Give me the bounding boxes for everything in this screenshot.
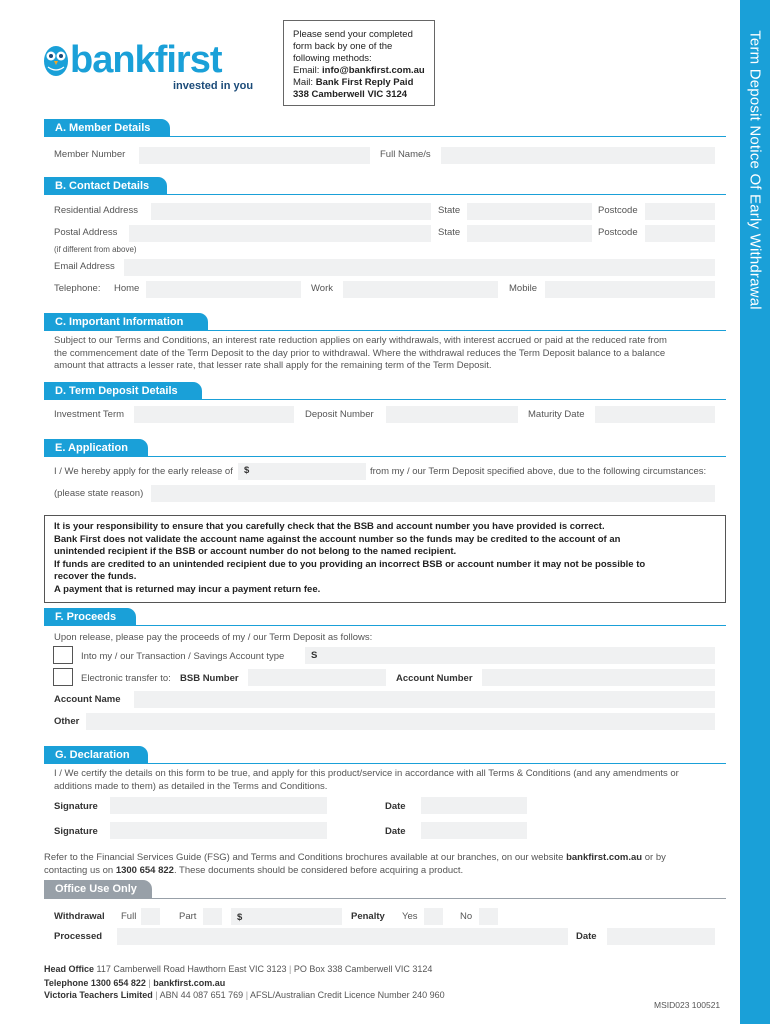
important-info-text xyxy=(54,335,724,373)
electronic-transfer-checkbox[interactable] xyxy=(53,668,73,686)
info-line: the commencement date of the Term Deposit to the day prior to withdrawal. Where the withdrawal reduces the Term Deposit balance to a balance xyxy=(54,347,666,359)
po-box: PO Box 338 Camberwell VIC 3124 xyxy=(293,964,433,974)
maturity-date-field[interactable] xyxy=(595,406,715,423)
email-address-label: Email Address xyxy=(54,261,115,272)
fsg-text: contacting us on xyxy=(44,864,116,876)
footer-contact xyxy=(44,977,225,989)
full-names-field[interactable] xyxy=(441,147,715,164)
penalty-label: Penalty xyxy=(351,911,385,922)
state-label: State xyxy=(438,205,461,216)
bsb-number-field[interactable] xyxy=(248,669,386,686)
footer-legal xyxy=(44,989,445,1001)
withdrawal-amount-field[interactable] xyxy=(231,908,342,925)
savings-account-label: Into my / our Transaction / Savings Account type xyxy=(81,651,285,662)
section-f-rule xyxy=(44,625,726,626)
info-line: amount that attracts a lesser rate, that lesser rate shall apply for the remaining term of the Term Deposit. xyxy=(54,360,492,371)
signature-field-2[interactable] xyxy=(110,822,327,839)
mail-label: Mail: xyxy=(293,77,314,88)
from-deposit-text: from my / our Term Deposit specified above, due to the following circumstances: xyxy=(370,466,707,477)
website-link[interactable]: bankfirst.com.au xyxy=(566,852,643,863)
mobile-phone-label: Mobile xyxy=(509,283,537,294)
warning-line: recover the funds. xyxy=(54,571,137,583)
owl-logo-icon xyxy=(43,43,69,77)
part-label: Part xyxy=(179,911,197,922)
home-phone-field[interactable] xyxy=(146,281,301,298)
date-label: Date xyxy=(385,801,406,812)
abn: ABN 44 087 651 769 xyxy=(159,990,244,1000)
savings-account-checkbox[interactable] xyxy=(53,646,73,664)
section-b-header: B. Contact Details xyxy=(44,177,167,195)
section-a-header: A. Member Details xyxy=(44,119,170,137)
work-phone-field[interactable] xyxy=(343,281,498,298)
date-label: Date xyxy=(385,826,406,837)
head-office-label: Head Office xyxy=(44,964,95,974)
email-address-link[interactable]: info@bankfirst.com.au xyxy=(322,65,425,76)
mail-address-line2: 338 Camberwell VIC 3124 xyxy=(293,89,408,100)
warning-line: If funds are credited to an unintended recipient due to you providing an incorrect BSB or account number it may not be possible to xyxy=(54,558,646,570)
email-address-field[interactable] xyxy=(124,259,715,276)
state-label: State xyxy=(438,227,461,238)
penalty-no-field[interactable] xyxy=(479,908,498,925)
declaration-text xyxy=(54,768,724,793)
account-name-field[interactable] xyxy=(134,691,715,708)
withdrawal-label: Withdrawal xyxy=(54,911,105,922)
office-use-rule xyxy=(44,898,726,899)
logo-tagline: invested in you xyxy=(173,80,254,92)
member-number-label: Member Number xyxy=(54,149,126,160)
home-phone-label: Home xyxy=(114,283,140,294)
send-line: following methods: xyxy=(293,53,372,64)
section-e-header: E. Application xyxy=(44,439,148,457)
postal-postcode-field[interactable] xyxy=(645,225,715,242)
form-code: MSID023 100521 xyxy=(654,1000,721,1010)
other-label: Other xyxy=(54,716,80,727)
member-number-field[interactable] xyxy=(139,147,370,164)
company-name: Victoria Teachers Limited xyxy=(44,990,153,1000)
deposit-number-field[interactable] xyxy=(386,406,518,423)
signature-field-1[interactable] xyxy=(110,797,327,814)
office-date-field[interactable] xyxy=(607,928,715,945)
warning-line: unintended recipient if the BSB or account number do not belong to the named recipient. xyxy=(54,546,457,558)
yes-label: Yes xyxy=(402,911,418,922)
bsb-warning-box xyxy=(44,515,726,603)
bankfirst-logo: bankfirst xyxy=(70,39,222,81)
postal-address-field[interactable] xyxy=(129,225,431,242)
release-amount-field[interactable] xyxy=(238,463,366,480)
maturity-date-label: Maturity Date xyxy=(528,409,585,420)
proceeds-intro: Upon release, please pay the proceeds of my / our Term Deposit as follows: xyxy=(54,632,373,643)
work-phone-label: Work xyxy=(311,283,333,294)
footer-separator: | xyxy=(148,978,151,988)
investment-term-label: Investment Term xyxy=(54,409,125,420)
declaration-line: I / We certify the details on this form to be true, and apply for this product/service in accordance with all Terms & Conditions (and any amendments or xyxy=(54,768,679,779)
account-type-prefix: S xyxy=(311,650,318,661)
full-field[interactable] xyxy=(141,908,160,925)
fsg-notice xyxy=(44,852,734,877)
form-title: Term Deposit Notice Of Early Withdrawal xyxy=(746,30,764,310)
section-c-header: C. Important Information xyxy=(44,313,208,331)
account-number-field[interactable] xyxy=(482,669,715,686)
if-different-note: (if different from above) xyxy=(54,245,137,254)
footer-telephone: Telephone 1300 654 822 xyxy=(44,978,146,988)
postcode-label: Postcode xyxy=(598,205,638,216)
part-field[interactable] xyxy=(203,908,222,925)
signature-label: Signature xyxy=(54,826,98,837)
processed-field[interactable] xyxy=(117,928,568,945)
section-f-header: F. Proceeds xyxy=(44,608,136,626)
penalty-yes-field[interactable] xyxy=(424,908,443,925)
account-type-field[interactable] xyxy=(305,647,715,664)
apply-text: I / We hereby apply for the early release of xyxy=(54,466,233,477)
footer-separator: | xyxy=(245,990,249,1000)
account-name-label: Account Name xyxy=(54,694,121,705)
residential-address-label: Residential Address xyxy=(54,205,138,216)
residential-address-field[interactable] xyxy=(151,203,431,220)
head-office-address: 117 Camberwell Road Hawthorn East VIC 3123 xyxy=(96,964,287,974)
postal-address-label: Postal Address xyxy=(54,227,118,238)
electronic-transfer-label: Electronic transfer to: xyxy=(81,673,171,684)
mail-address: Bank First Reply Paid xyxy=(315,77,414,88)
warning-line: It is your responsibility to ensure that you carefully check that the BSB and account number you have provided is correct. xyxy=(54,521,605,532)
postal-state-field[interactable] xyxy=(467,225,592,242)
date-field-1[interactable] xyxy=(421,797,527,814)
fsg-text: Refer to the Financial Services Guide (FSG) and Terms and Conditions brochures available at our branches, on our website xyxy=(44,852,567,863)
footer-website[interactable]: bankfirst.com.au xyxy=(153,978,226,988)
other-field[interactable] xyxy=(86,713,715,730)
deposit-number-label: Deposit Number xyxy=(305,409,374,420)
account-number-label: Account Number xyxy=(396,673,473,684)
afsl: AFSL/Australian Credit Licence Number 240 960 xyxy=(250,990,445,1000)
email-label: Email: xyxy=(293,65,320,76)
investment-term-field[interactable] xyxy=(134,406,294,423)
dollar-sign: $ xyxy=(244,465,250,476)
office-date-label: Date xyxy=(576,931,597,942)
footer-separator: | xyxy=(288,964,292,974)
reason-field[interactable] xyxy=(151,485,715,502)
footer-separator: | xyxy=(155,990,158,1000)
send-instructions-box xyxy=(283,20,435,106)
warning-line: A payment that is returned may incur a payment return fee. xyxy=(54,583,321,595)
processed-label: Processed xyxy=(54,931,103,942)
telephone-label: Telephone: xyxy=(54,283,101,294)
warning-line: Bank First does not validate the account name against the account number so the funds may be credited to the account of an xyxy=(54,533,621,545)
fsg-text: or by xyxy=(642,852,666,863)
bsb-number-label: BSB Number xyxy=(180,673,239,684)
full-names-label: Full Name/s xyxy=(380,149,431,160)
phone-number: 1300 654 822 xyxy=(115,864,174,876)
send-line: Please send your completed xyxy=(293,29,413,40)
send-line: form back by one of the xyxy=(293,41,393,52)
declaration-line: additions made to them) as detailed in the Terms and Conditions. xyxy=(54,780,328,792)
mobile-phone-field[interactable] xyxy=(545,281,715,298)
postcode-label: Postcode xyxy=(598,227,638,238)
full-label: Full xyxy=(121,911,137,922)
signature-label: Signature xyxy=(54,801,98,812)
section-g-header: G. Declaration xyxy=(44,746,148,764)
date-field-2[interactable] xyxy=(421,822,527,839)
no-label: No xyxy=(460,911,473,922)
dollar-sign: $ xyxy=(237,912,243,923)
state-reason-label: (please state reason) xyxy=(54,488,144,499)
footer-head-office xyxy=(44,963,432,975)
office-use-header: Office Use Only xyxy=(44,880,152,898)
residential-postcode-field[interactable] xyxy=(645,203,715,220)
fsg-text: . These documents should be considered before acquiring a product. xyxy=(173,864,464,876)
section-d-header: D. Term Deposit Details xyxy=(44,382,202,400)
residential-state-field[interactable] xyxy=(467,203,592,220)
info-line: Subject to our Terms and Conditions, an interest rate reduction applies on early withdrawals, with interest accrued or paid at the reduced rate from xyxy=(54,335,667,346)
